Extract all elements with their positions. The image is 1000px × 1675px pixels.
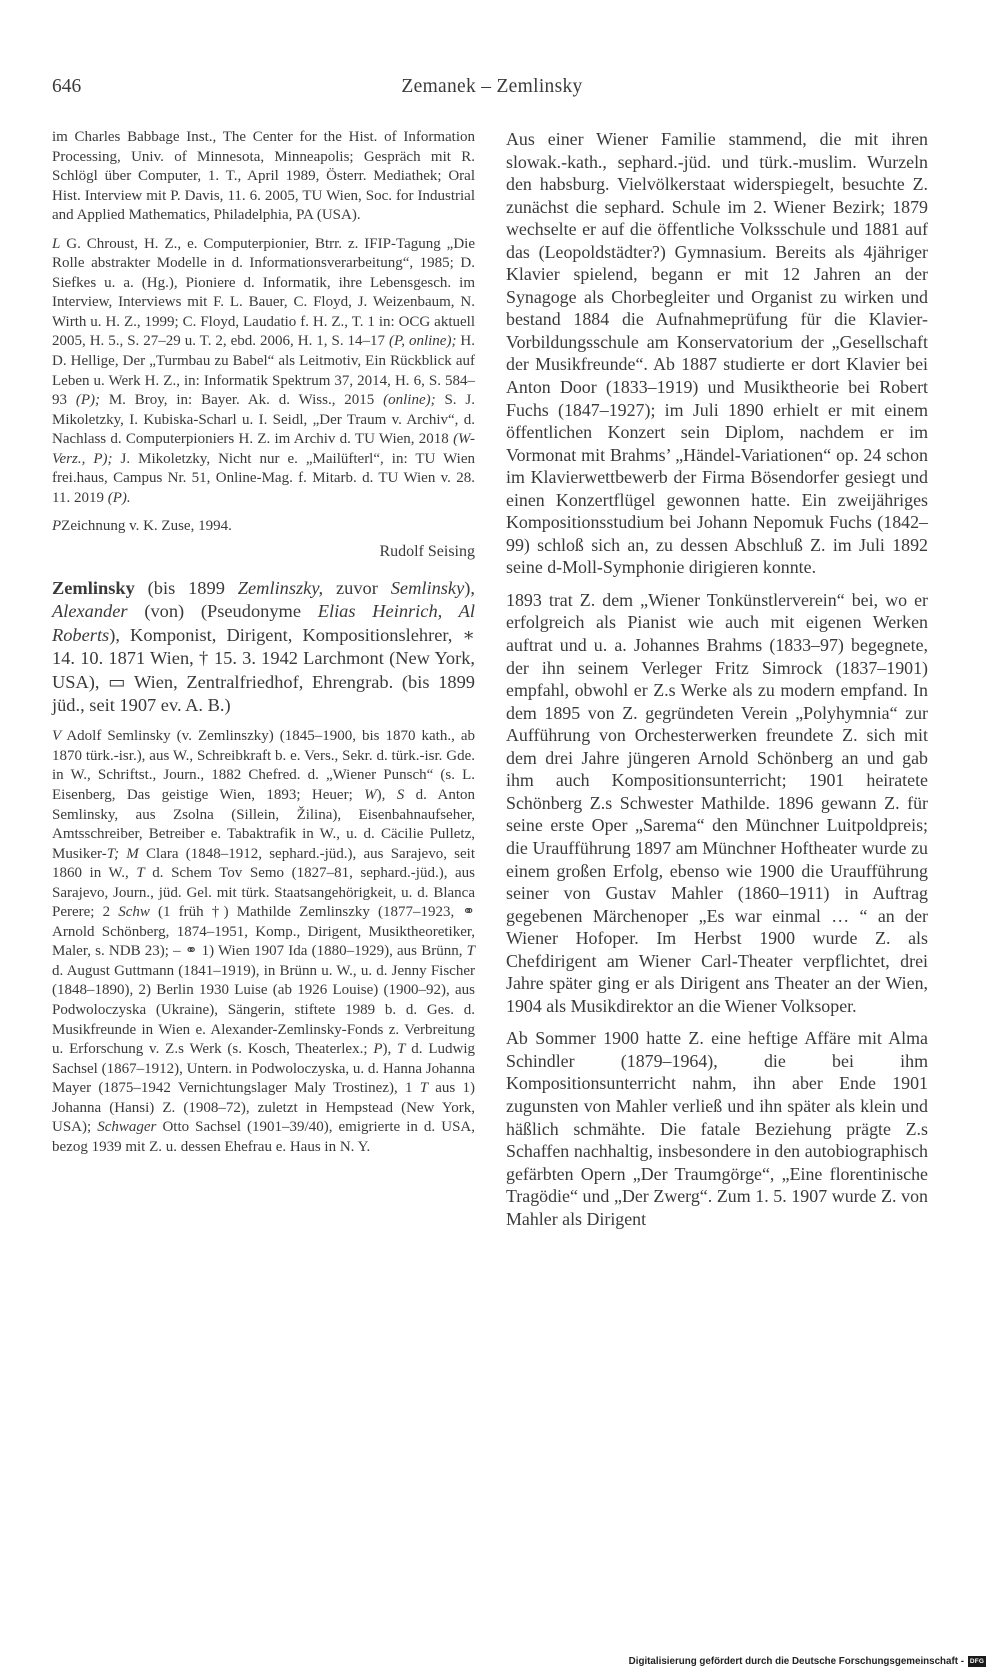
footer-text: Digitalisierung gefördert durch die Deutsche Forschungsgemeinschaft -: [628, 1655, 964, 1667]
biography-paragraph-3: Ab Sommer 1900 hatte Z. eine heftige Affäre mit Alma Schindler (1879–1964), die bei ihm Kompositionsunterricht nahm, ihn aber Ende 1901 zugunsten von Mahler verließ und ihn später als klein und häßlich schmähte. Die fatale Beziehung prägte Z.s Schaffen nachhaltig, insbesondere in den autobiographisch gefärbten Opern „Der Traumgörge“, „Eine florentinische Tragödie“ und „Der Zwerg“. Zum 1. 5. 1907 wurde Z. von Mahler als Dirigent: [506, 1028, 928, 1229]
left-column: [52, 128, 475, 1157]
portrait-paragraph: PZeichnung v. K. Zuse, 1994.: [52, 518, 232, 535]
genealogy-label: V: [52, 728, 62, 745]
biography-paragraph-1: Aus einer Wiener Familie stammend, die mit ihren slowak.-kath., sephard.-jüd. und türk.-muslim. Wurzeln den habsburg. Vielvölkerstaat widerspiegelt, besuchte Z. zunächst die sephard. Schule im 2. Wiener Bezirk; 1879 wechselte er auf die öffentliche Volksschule und 1881 auf das (Leopoldstädter?) Gymnasium. Bereits als 4jähriger Klavier spielend, begann er mit 12 Jahren an der Synagoge als Chorbegleiter und Organist zu wirken und bestand 1884 die Aufnahmeprüfung für die Klavier-Vorbildungsschule am Konservatorium der „Gesellschaft der Musikfreunde“. Ab 1887 studierte er dort Klavier bei Anton Door (1833–1919) und Musiktheorie bei Robert Fuchs (1847–1927); im Juli 1890 erhielt er mit einem öffentlichen Konzert sein Diplom, nachdem er im Vormonat mit Brahms’ „Händel-Variationen“ op. 24 schon im Klavierwettbewerb der Firma Bösendorfer gesiegt und einen Konzertflügel gewonnen hatte. Ein zweijähriges Kompositionsstudium bei Johann Nepomuk Fuchs (1842–99) schloß sich an, zu dessen Abschluß Z. im Juli 1892 seine d-Moll-Symphonie dirigieren konnte.: [506, 129, 928, 578]
biography-paragraph-2: 1893 trat Z. dem „Wiener Tonkünstlerverein“ bei, wo er erfolgreich als Pianist wie auch mit eigenen Werken auftrat und u. a. Johannes Brahms (1833–97) begegnete, der ihn seinem Verleger Fritz Simrock (1837–1901) empfahl, obwohl er Z.s Werke als zu modern empfand. In dem 1895 von Z. gegründeten Verein „Polyhymnia“ zur Aufführung von Orchesterwerken freundete Z. sich mit dem drei Jahre jüngeren Arnold Schönberg an und gab ihm auch Kompositionsunterricht; 1901 heiratete Schönberg Z.s Schwester Mathilde. 1896 gewann Z. für seine erste Oper „Sarema“ den Münchner Luitpoldpreis; die Uraufführung 1897 am Münchner Hoftheater wurde zu einem großen Erfolg, ebenso wie 1900 die Uraufführung seiner von Gustav Mahler (1860–1911) in Auftrag gegebenen Märchenoper „Es war einmal … “ an der Wiener Hofoper. Im Herbst 1900 wurde Z. als Chefdirigent am Wiener Carl-Theater verpflichtet, drei Jahre später ging er als Dirigent ans Theater an der Wien, 1904 als Musikdirektor an die Wiener Volksoper.: [506, 589, 928, 1016]
dfg-logo-icon: DFG: [969, 1657, 985, 1665]
entry-heading: Zemlinsky (bis 1899 Zemlinszky, zuvor Semlinsky), Alexander (von) (Pseudonyme Elias Heinrich, Al Roberts), Komponist, Dirigent, Kompositionslehrer, ∗ 14. 10. 1871 Wien, † 15. 3. 1942 Larchmont (New York, USA), ▭ Wien, Zentralfriedhof, Ehrengrab. (bis 1899 jüd., seit 1907 ev. A. B.): [52, 577, 475, 715]
page-number: 646: [52, 76, 82, 97]
right-column: [506, 128, 928, 1230]
genealogy-paragraph: V Adolf Semlinsky (v. Zemlinszky) (1845–1900, bis 1870 kath., ab 1870 türk.-isr.), aus W., Schreibkraft b. e. Vers., Sekr. d. türk.-isr. Gde. in W., Schriftst., Journ., 1882 Chefred. d. „Wiener Punsch“ (s. L. Eisenberg, Das geistige Wien, 1893; Heuer; W), S d. Anton Semlinsky, aus Zsolna (Sillein, Žilina), Eisenbahnaufseher, Amtsschreiber, Betreiber e. Tabaktrafik in W., u. d. Cäcilie Pulletz, Musiker-T; M Clara (1848–1912, sephard.-jüd.), aus Sarajevo, seit 1860 in W., T d. Schem Tov Semo (1827–81, sephard.-jüd.), aus Sarajevo, Journ., jüd. Gel. mit türk. Staatsangehörigkeit, u. d. Blanca Perere; 2 Schw (1 früh †) Mathilde Zemlinszky (1877–1923, ⚭ Arnold Schönberg, 1874–1951, Komp., Dirigent, Musiktheoretiker, Maler, s. NDB 23); – ⚭ 1) Wien 1907 Ida (1880–1929), aus Brünn, T d. August Guttmann (1841–1919), in Brünn u. W., u. d. Jenny Fischer (1848–1890), 2) Berlin 1930 Luise (ab 1926 Louise) (1900–92), aus Podwoloczyska (Ukraine), Sängerin, stiftete 1989 b. d. Ges. d. Musikfreunde in Wien e. Alexander-Zemlinsky-Fonds z. Verbreitung u. Erforschung v. Z.s Werk (s. Kosch, Theaterlex.; P), T d. Ludwig Sachsel (1867–1912), Untern. in Podwoloczyska, u. d. Hanna Johanna Mayer (1875–1942 Vernichtungslager Maly Trostinez), 1 T aus 1) Johanna (Hansi) Z. (1908–72), zuletzt in Hempstead (New York, USA); Schwager Otto Sachsel (1901–39/40), emigrierte in d. USA, bezog 1939 mit Z. u. dessen Ehefrau e. Haus in N. Y.: [52, 728, 475, 1155]
author-signature: Rudolf Seising: [379, 542, 475, 560]
literature-label: L: [52, 235, 61, 252]
running-head: Zemanek – Zemlinsky: [401, 76, 583, 97]
portrait-label: P: [52, 518, 62, 535]
sources-paragraph: im Charles Babbage Inst., The Center for the Hist. of Information Processing, Univ. of Minnesota, Minneapolis; Gespräch mit R. Schlögl über Computer, 1. T., April 1989, Österr. Mediathek; Oral Hist. Interview mit P. Davis, 11. 6. 2005, TU Wien, Soc. for Industrial and Applied Mathematics, Philadelphia, PA (USA).: [52, 129, 475, 224]
page-header: [52, 76, 932, 106]
literature-paragraph: L G. Chroust, H. Z., e. Computerpionier, Btrr. z. IFIP-Tagung „Die Rolle abstrakter Modelle in d. Informationsverarbeitung“, 1985; D. Siefkes u. a. (Hg.), Pioniere d. Informatik, ihre Lebensgesch. im Interview, Interviews mit F. L. Bauer, C. Floyd, J. Weizenbaum, N. Wirth u. H. Z., 1999; C. Floyd, Laudatio f. H. Z., T. 1 in: OCG aktuell 2005, H. 5., S. 27–29 u. T. 2, ebd. 2006, H. 1, S. 14–17 (P, online); H. D. Hellige, Der „Turmbau zu Babel“ als Leitmotiv, Ein Rückblick auf Leben u. Werk H. Z., in: Informatik Spektrum 37, 2014, H. 6, S. 584–93 (P); M. Broy, in: Bayer. Ak. d. Wiss., 2015 (online); S. J. Mikoletzky, I. Kubiska-Scharl u. I. Seidl, „Der Traum v. Archiv“, d. Nachlass d. Computerpioniers H. Z. im Archiv d. TU Wien, 2018 (W-Verz., P); J. Mikoletzky, Nicht nur e. „Mailüfterl“, in: TU Wien frei.haus, Campus Nr. 51, Online-Mag. f. Mitarb. d. TU Wien v. 28. 11. 2019 (P).: [52, 235, 475, 506]
digitization-footer: [604, 1652, 986, 1670]
headword: Zemlinsky: [52, 577, 135, 598]
